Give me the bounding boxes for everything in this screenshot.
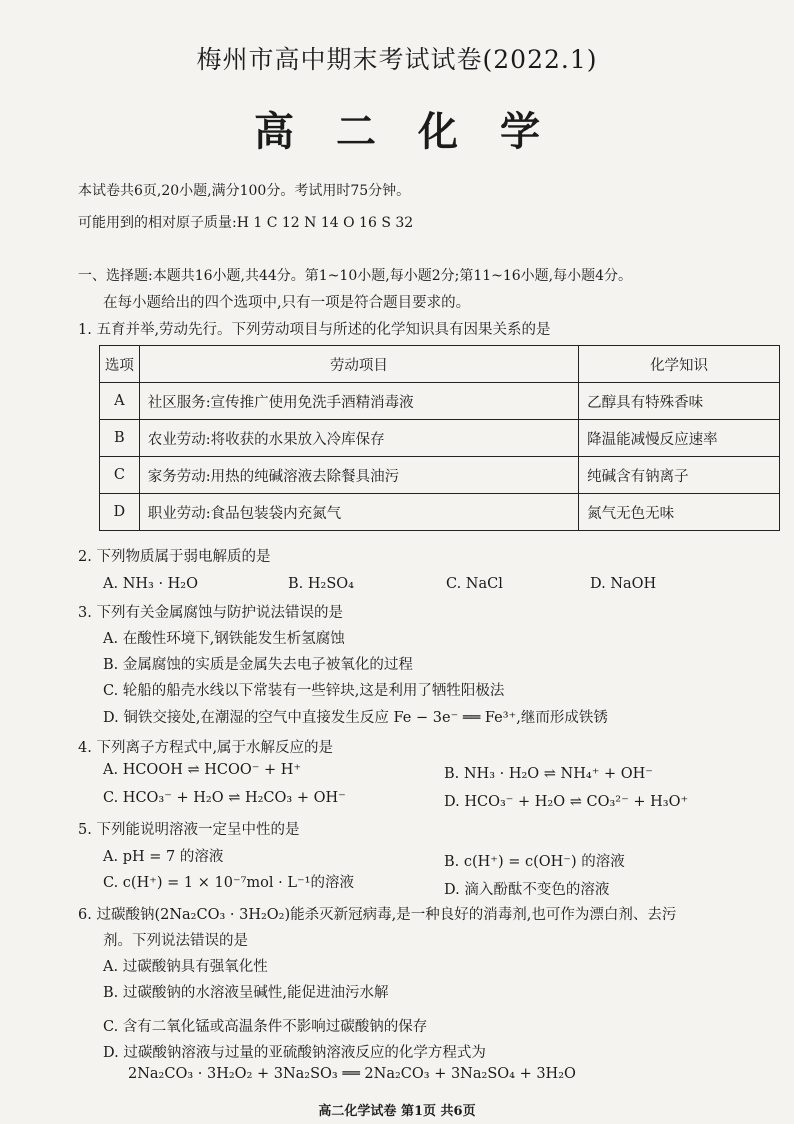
- table-row: [100, 383, 780, 420]
- table-header-cell: 化学知识: [579, 346, 780, 383]
- table-cell: 职业劳动:食品包装袋内充氮气: [139, 494, 578, 531]
- option-b: B. 过碳酸钠的水溶液呈碱性,能促进油污水解: [103, 985, 389, 1001]
- question-4-stem: 4. 下列离子方程式中,属于水解反应的是: [78, 740, 334, 756]
- option-c: C. NaCl: [446, 576, 503, 592]
- option-c: C. 轮船的船壳水线以下常装有一些锌块,这是利用了牺牲阳极法: [103, 683, 505, 699]
- table-cell: 纯碱含有钠离子: [579, 457, 780, 494]
- table-cell: 氮气无色无味: [579, 494, 780, 531]
- question-1-table: [99, 345, 780, 531]
- table-cell: A: [100, 383, 140, 420]
- option-d: D. 过碳酸钠溶液与过量的亚硫酸钠溶液反应的化学方程式为: [103, 1045, 486, 1061]
- exam-title: 梅州市高中期末考试试卷(2022.1): [196, 45, 598, 74]
- table-cell: 家务劳动:用热的纯碱溶液去除餐具油污: [139, 457, 578, 494]
- option-d: D. NaOH: [590, 576, 657, 592]
- table-cell: 乙醇具有特殊香味: [579, 383, 780, 420]
- table-cell: B: [100, 420, 140, 457]
- question-2-stem: 2. 下列物质属于弱电解质的是: [78, 549, 271, 565]
- atomic-mass-line: 可能用到的相对原子质量:H 1 C 12 N 14 O 16 S 32: [78, 215, 414, 231]
- option-d: D. 铜铁交接处,在潮湿的空气中直接发生反应 Fe − 3e⁻ ══ Fe³⁺,继而形成铁锈: [103, 710, 608, 726]
- option-b: B. H₂SO₄: [288, 576, 354, 592]
- question-5-stem: 5. 下列能说明溶液一定呈中性的是: [78, 822, 300, 838]
- table-cell: D: [100, 494, 140, 531]
- question-6-stem-cont: 剂。下列说法错误的是: [103, 933, 248, 949]
- subject-heading: 高二化学: [254, 108, 582, 155]
- section-instructions-cont: 在每小题给出的四个选项中,只有一项是符合题目要求的。: [103, 295, 471, 311]
- table-cell: 农业劳动:将收获的水果放入冷库保存: [139, 420, 578, 457]
- table-row: [100, 457, 780, 494]
- option-b: B. NH₃ · H₂O ⇌ NH₄⁺ + OH⁻: [444, 766, 653, 782]
- question-1-stem: 1. 五育并举,劳动先行。下列劳动项目与所述的化学知识具有因果关系的是: [78, 322, 551, 338]
- option-a: A. 在酸性环境下,钢铁能发生析氢腐蚀: [103, 631, 345, 647]
- page-footer: 高二化学试卷 第1页 共6页: [318, 1104, 476, 1119]
- table-row: [100, 420, 780, 457]
- table-header-cell: 劳动项目: [139, 346, 578, 383]
- section-instructions: 一、选择题:本题共16小题,共44分。第1~10小题,每小题2分;第11~16小题,每小题4分。: [78, 268, 633, 284]
- option-c: C. 含有二氧化锰或高温条件不影响过碳酸钠的保存: [103, 1019, 428, 1035]
- option-a: A. pH = 7 的溶液: [103, 849, 224, 865]
- table-header-cell: 选项: [100, 346, 140, 383]
- option-a: A. NH₃ · H₂O: [103, 576, 199, 592]
- question-6-stem: 6. 过碳酸钠(2Na₂CO₃ · 3H₂O₂)能杀灭新冠病毒,是一种良好的消毒剂,也可作为漂白剂、去污: [78, 907, 677, 923]
- table-cell: C: [100, 457, 140, 494]
- option-b: B. c(H⁺) = c(OH⁻) 的溶液: [444, 854, 625, 870]
- exam-info-line: 本试卷共6页,20小题,满分100分。考试用时75分钟。: [78, 183, 411, 199]
- table-row: [100, 494, 780, 531]
- option-c: C. c(H⁺) = 1 × 10⁻⁷mol · L⁻¹的溶液: [103, 875, 354, 891]
- option-c: C. HCO₃⁻ + H₂O ⇌ H₂CO₃ + OH⁻: [103, 790, 346, 806]
- option-d: D. HCO₃⁻ + H₂O ⇌ CO₃²⁻ + H₃O⁺: [444, 794, 689, 810]
- table-cell: 社区服务:宣传推广使用免洗手酒精消毒液: [139, 383, 578, 420]
- question-3-stem: 3. 下列有关金属腐蚀与防护说法错误的是: [78, 605, 343, 621]
- option-d: D. 滴入酚酞不变色的溶液: [444, 882, 610, 898]
- chemical-equation: 2Na₂CO₃ · 3H₂O₂ + 3Na₂SO₃ ══ 2Na₂CO₃ + 3Na₂SO₄ + 3H₂O: [128, 1066, 576, 1082]
- option-a: A. HCOOH ⇌ HCOO⁻ + H⁺: [103, 762, 302, 778]
- table-cell: 降温能减慢反应速率: [579, 420, 780, 457]
- table-header-row: [100, 346, 780, 383]
- option-b: B. 金属腐蚀的实质是金属失去电子被氧化的过程: [103, 657, 413, 673]
- option-a: A. 过碳酸钠具有强氧化性: [103, 959, 268, 975]
